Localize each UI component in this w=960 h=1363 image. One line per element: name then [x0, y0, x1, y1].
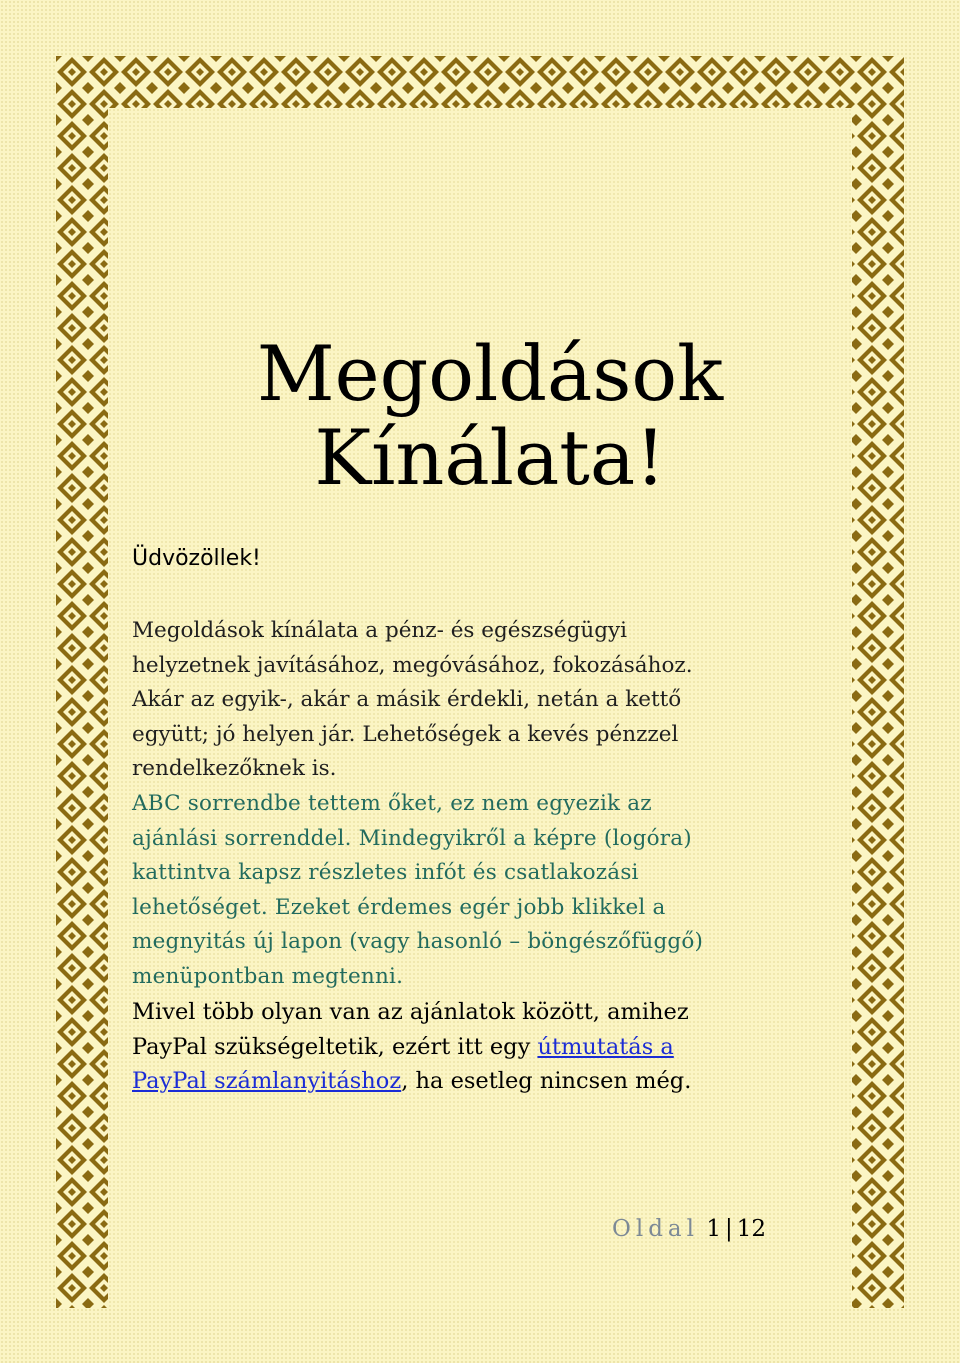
text-line: Akár az egyik-, akár a másik érdekli, netán a kettő	[132, 687, 682, 713]
page-word: Oldal	[612, 1216, 700, 1242]
text-line: PayPal szükségeltetik, ezért itt egy	[132, 1033, 538, 1060]
page-separator: |	[724, 1216, 733, 1242]
text-line: , ha esetleg nincsen még.	[401, 1068, 692, 1095]
total-pages: 12	[736, 1216, 766, 1242]
text-line: Megoldások kínálata a pénz- és egészségügyi	[132, 618, 628, 643]
text-line: kattintva kapsz részletes infót és csatlakozási	[132, 860, 639, 886]
link-text[interactable]: PayPal számlanyitáshoz	[132, 1068, 402, 1095]
text-line: helyzetnek javításához, megóvásához, fokozásához.	[132, 652, 693, 678]
greeting: Üdvözöllek!	[132, 546, 261, 571]
page-number-footer	[612, 1216, 766, 1242]
intro-paragraph	[132, 614, 832, 787]
instructions-paragraph	[132, 787, 832, 995]
paypal-paragraph	[132, 995, 832, 1099]
text-line: rendelkezőknek is.	[132, 756, 337, 782]
text-line: ABC sorrendbe tettem őket, ez nem egyezik az	[132, 791, 652, 816]
text-line: megnyitás új lapon (vagy hasonló – böngészőfüggő)	[132, 929, 704, 955]
title-line-2: Kínálata!	[314, 413, 666, 502]
text-line: menüpontban megtenni.	[132, 963, 404, 989]
text-line: lehetőséget. Ezeket érdemes egér jobb klikkel a	[132, 894, 666, 920]
current-page: 1	[706, 1216, 721, 1242]
text-line: együtt; jó helyen jár. Lehetőségek a kevés pénzzel	[132, 721, 679, 747]
text-line: ajánlási sorrenddel. Mindegyikről a képre (logóra)	[132, 825, 692, 851]
title-line-1: Megoldások	[256, 329, 724, 418]
text-line: Mivel több olyan van az ajánlatok között, amihez	[132, 999, 689, 1025]
page-title	[210, 329, 770, 502]
link-text[interactable]: útmutatás a	[537, 1033, 674, 1060]
